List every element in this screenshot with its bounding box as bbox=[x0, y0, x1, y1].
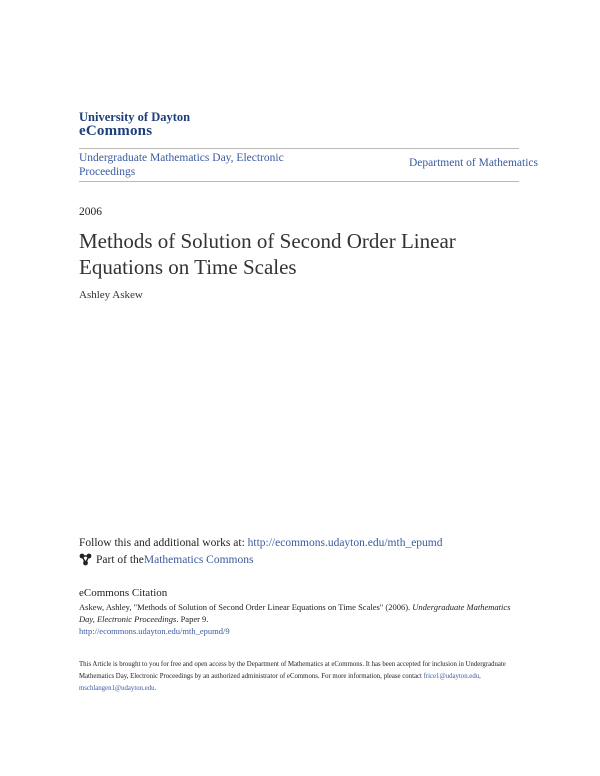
follow-url-link[interactable]: http://ecommons.udayton.edu/mth_epumd bbox=[247, 537, 443, 549]
institution-name: University of Dayton bbox=[79, 110, 191, 124]
part-of-label: Part of the bbox=[96, 553, 144, 566]
citation-journal: Undergraduate Mathematics Day, Electronic Proceedings bbox=[79, 602, 511, 624]
department-link[interactable]: Department of Mathematics bbox=[408, 157, 538, 169]
follow-line bbox=[79, 537, 443, 549]
paper-title: Methods of Solution of Second Order Linear Equations on Time Scales bbox=[79, 229, 456, 279]
contact-emails-link[interactable]: frice1@udayton.edu, mschlangen1@udayton.edu bbox=[79, 673, 481, 692]
follow-label: Follow this and additional works at: bbox=[79, 537, 248, 549]
part-of-line bbox=[79, 553, 253, 566]
citation-authors-title: Askew, Ashley, "Methods of Solution of Second Order Linear Equations on Time Scales" (2006). bbox=[79, 602, 413, 612]
citation-heading: eCommons Citation bbox=[79, 587, 168, 599]
footer-text: This Article is brought to you for free and open access by the Department of Mathematics at eCommons. It has been accepted for inclusion in Undergraduate Mathematics Day, Electronic Proceedings by an authorized administrator of eCommons. For more information, please contact bbox=[79, 661, 506, 680]
paper-author: Ashley Askew bbox=[79, 289, 143, 301]
footer-end: . bbox=[154, 685, 157, 692]
divider-top bbox=[79, 148, 519, 149]
footer-notice bbox=[79, 659, 524, 695]
citation-paper-number: . Paper 9. bbox=[176, 614, 209, 624]
collection-link[interactable]: Undergraduate Mathematics Day, Electronic Proceedings bbox=[79, 152, 284, 178]
repository-name[interactable]: eCommons bbox=[79, 123, 153, 139]
mathematics-commons-link[interactable]: Mathematics Commons bbox=[143, 553, 254, 566]
publication-year: 2006 bbox=[79, 206, 102, 218]
citation-text bbox=[79, 601, 524, 637]
citation-url-link[interactable]: http://ecommons.udayton.edu/mth_epumd/9 bbox=[79, 626, 230, 636]
divider-bottom bbox=[79, 181, 519, 182]
network-commons-icon bbox=[79, 553, 92, 566]
